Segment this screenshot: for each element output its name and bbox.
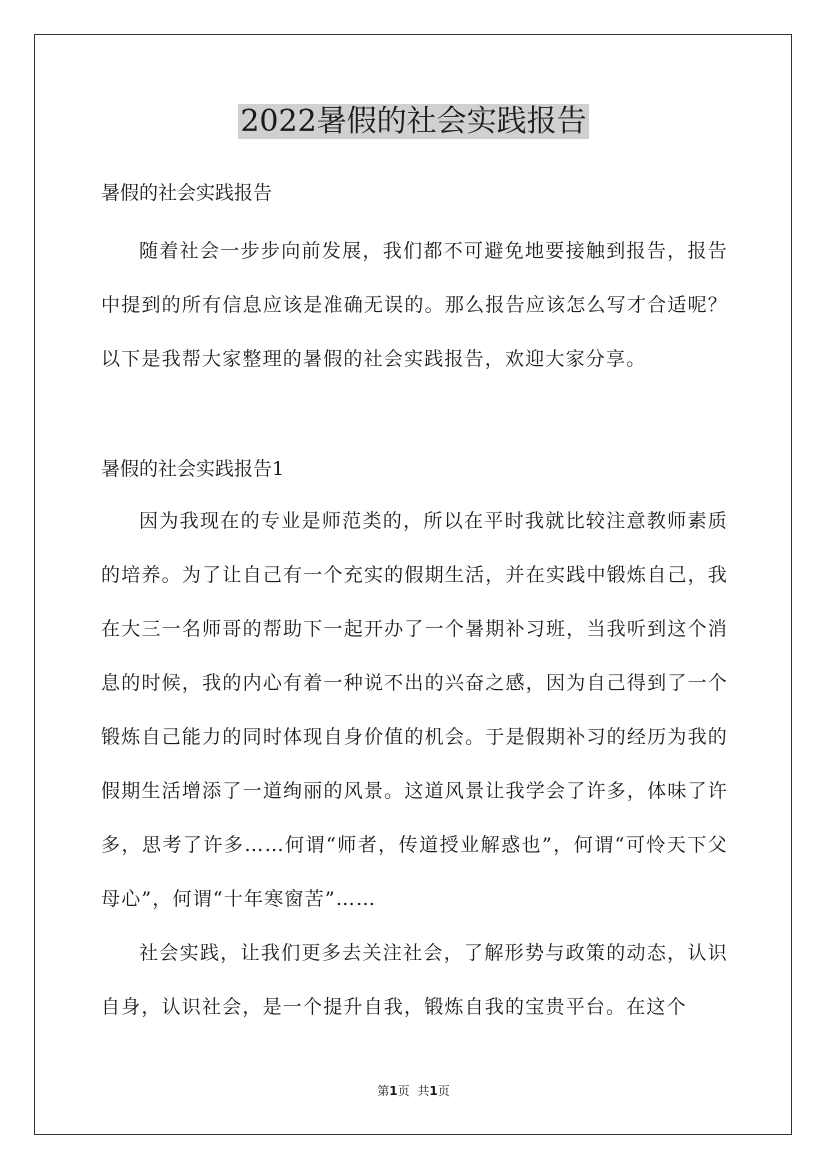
intro-paragraph: 随着社会一步步向前发展，我们都不可避免地要接触到报告，报告中提到的所有信息应该是准确无误的。那么报告应该怎么写才合适呢？以下是我帮大家整理的暑假的社会实践报告，欢迎大家分享。 — [101, 240, 728, 370]
total-prefix: 共 — [417, 1084, 430, 1098]
intro-heading: 暑假的社会实践报告 — [101, 182, 273, 204]
page-footer — [0, 1082, 827, 1100]
section1-paragraph-1: 因为我现在的专业是师范类的，所以在平时我就比较注意教师素质的培养。为了让自己有一个充实的假期生活，并在实践中锻炼自己，我在大三一名师哥的帮助下一起开办了一个暑期补习班，当我听到这个消息的时候，我的内心有着一种说不出的兴奋之感，因为自己得到了一个锻炼自己能力的同时体现自身价值的机会。于是假期补习的经历为我的假期生活增添了一道绚丽的风景。这道风景让我学会了许多，体味了许多，思考了许多……何谓“师者，传道授业解惑也”，何谓“可怜天下父母心”，何谓“十年寒窗苦”…… — [101, 510, 728, 910]
section1-paragraph-2: 社会实践，让我们更多去关注社会，了解形势与政策的动态，认识自身，认识社会，是一个提升自我，锻炼自我的宝贵平台。在这个 — [101, 942, 728, 1018]
document-title — [0, 100, 827, 144]
document-title-text: 2022暑假的社会实践报告 — [240, 104, 587, 139]
page-prefix: 第 — [377, 1084, 390, 1098]
page-suffix: 页 — [397, 1084, 410, 1098]
document-body — [101, 170, 728, 1034]
total-suffix: 页 — [437, 1084, 450, 1098]
total-pages: 1 — [429, 1084, 438, 1098]
page-number: 1 — [389, 1084, 398, 1098]
section1-heading: 暑假的社会实践报告1 — [101, 458, 285, 480]
